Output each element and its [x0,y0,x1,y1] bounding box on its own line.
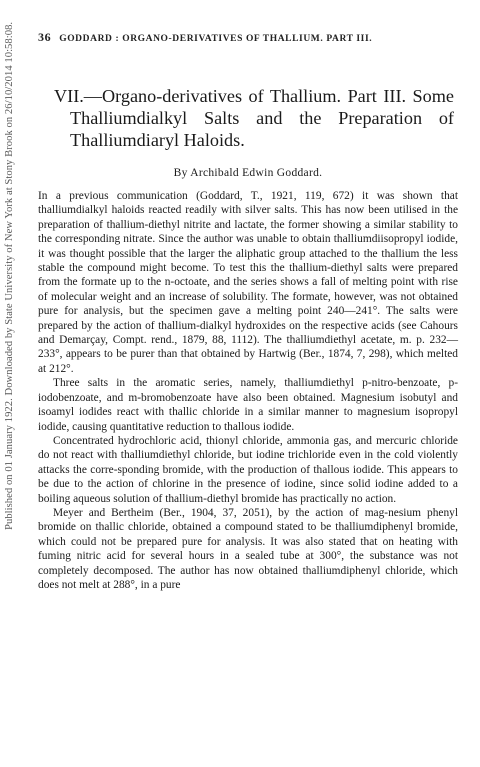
page-number: 36 [38,30,52,44]
article-title [38,85,458,151]
watermark-text: Published on 01 January 1922. Downloaded by State University of New York at Stony Brook on 26/10/2014 10:58:08. [4,21,15,530]
title-line-2: Thalliumdialkyl Salts and the Preparation of [70,108,454,128]
author-byline: By Archibald Edwin Goddard. [173,167,323,179]
paragraph-3: Concentrated hydrochloric acid, thionyl chloride, ammonia gas, and mercuric chloride do not react with thalliumdiethyl chloride, but iodine trichloride even in the cold violently attacks the corre-sponding bromide, with the production of thallous iodide. This appears to be due to the action of chlorine in the presence of iodine, since solid iodine added to a boiling aqueous solution of thallium-diethyl bromide has practically no action. [38,434,458,505]
title-line-1: VII.—Organo-derivatives of Thallium. Part III. Some [54,86,454,106]
running-title: GODDARD : ORGANO-DERIVATIVES OF THALLIUM. PART III. [59,34,373,44]
title-line-3: Thalliumdiaryl Haloids. [70,130,245,150]
paragraph-1: In a previous communication (Goddard, T., 1921, 119, 672) it was shown that thalliumdialkyl haloids reacted readily with silver salts. This has now been utilised in the preparation of thallium-diethyl nitrite and lactate, the former showing a similar stability to the corresponding nitrate. Since the author was unable to obtain thalliumdiisopropyl iodide, it was thought possible that the larger the aliphatic group attached to the thallium the less stable the compound might become. To test this the thallium-diethyl salts were prepared from the formate up to the n-octoate, and the series shows a fall of melting point with rise of molecular weight and an increase of solubility. The formate, however, was not obtained pure for analysis, but the specimen gave a melting point 240—241°. The salts were prepared by the action of thallium-dialkyl hydroxides on the respective acids (see Cahours and Demarçay, Compt. rend., 1879, 88, 1112). The thalliumdiethyl acetate, m. p. 232—233°, appears to be purer than that obtained by Hartwig (Ber., 1874, 7, 298), which melted at 212°. [38,190,458,375]
article-body [38,189,458,592]
download-watermark [0,0,22,767]
paragraph-2: Three salts in the aromatic series, namely, thalliumdiethyl p-nitro-benzoate, p-iodobenzoate, and m-bromobenzoate have also been obtained. Magnesium isobutyl and isoamyl iodides react with thallic chloride in a similar manner to magnesium isopropyl iodide, causing quantitative reduction to thallous iodide. [38,377,458,433]
running-head [38,30,458,45]
paragraph-4: Meyer and Bertheim (Ber., 1904, 37, 2051), by the action of mag-nesium phenyl bromide on thallic chloride, obtained a compound stated to be thalliumdiphenyl bromide, which could not be prepared pure for analysis. It was also stated that on heating with fuming nitric acid for several hours in a sealed tube at 300°, the substance was not completely decomposed. The author has now obtained thalliumdiphenyl chloride, which does not melt at 288°, in a pure [38,506,458,591]
journal-page [38,30,458,592]
